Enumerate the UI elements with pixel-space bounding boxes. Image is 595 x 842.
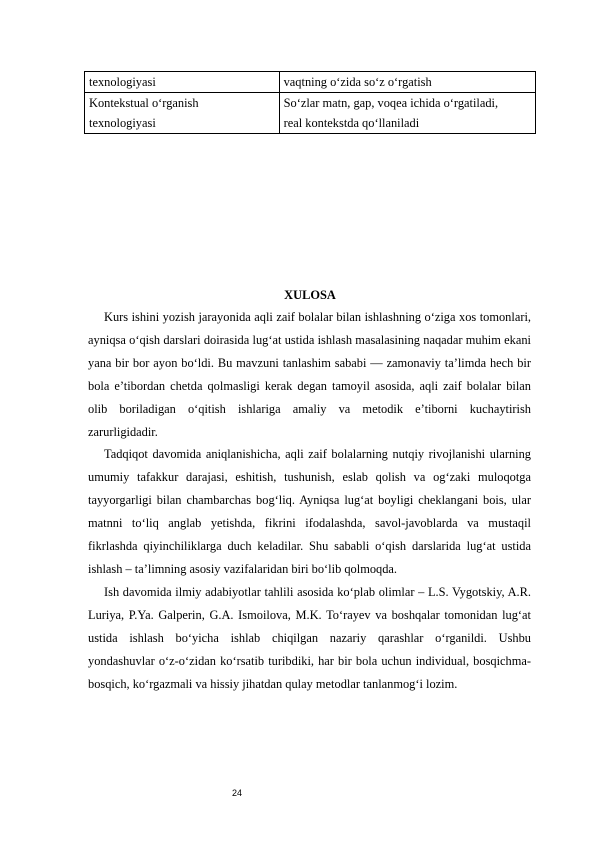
table-cell-method — [85, 72, 280, 93]
cell-line: vaqtning o‘zida so‘z o‘rgatish — [283, 75, 432, 89]
paragraph: Kurs ishini yozish jarayonida aqli zaif bolalar bilan ishlashning o‘ziga xos tomonlari, ayniqsa o‘qish darslari doirasida lug‘at ustida ishlash masalasining naqadar muhim ekani yana bir bor ayon bo‘ldi. Bu mavzuni tanlashim sababi — zamonaviy ta’limda hech bir bola e’tibordan chetda qolmasligi kerak degan tamoyil asosida, aqli zaif bolalar bilan olib boriladigan o‘qitish ishlariga amaliy va metodik e’tiborni kuchaytirish zarurligidadir. — [88, 310, 531, 439]
cell-line: texnologiyasi — [89, 75, 156, 89]
table-cell-method — [85, 93, 280, 134]
table-row — [85, 93, 536, 134]
cell-line: So‘zlar matn, gap, voqea ichida o‘rgatiladi, — [283, 96, 499, 110]
table-row — [85, 72, 536, 93]
paragraph: Tadqiqot davomida aniqlanishicha, aqli zaif bolalarning nutqiy rivojlanishi ularning umumiy tafakkur darajasi, eshitish, tushunish, eslab qolish va og‘zaki muloqotga tayyorgarligi bilan chambarchas bog‘liq. Ayniqsa lug‘at boyligi cheklangani bois, ular matnni to‘liq anglab yetishda, fikrini ifodalashda, savol-javoblarda va mustaqil fikrlashda qiyinchiliklarga duch keladilar. Shu sababli o‘qish darslarida lug‘at ustida ishlash – ta’limning asosiy vazifalaridan biri bo‘lib qolmoqda. — [88, 447, 531, 576]
cell-line: Kontekstual o‘rganish — [89, 96, 199, 110]
methods-table — [84, 71, 536, 134]
paragraph: Ish davomida ilmiy adabiyotlar tahlili asosida ko‘plab olimlar – L.S. Vygotskiy, A.R. Luriya, P.Ya. Galperin, G.A. Ismoilova, M.K. To‘rayev va boshqalar tomonidan lug‘at ustida ishlash bo‘yicha ishlab chiqilgan nazariy qarashlar o‘rganildi. Ushbu yondashuvlar o‘z-o‘zidan ko‘rsatib turibdiki, har bir bola uchun individual, bosqichma-bosqich, ko‘rgazmali va hissiy jihatdan qulay metodlar tanlanmog‘i lozim. — [88, 584, 531, 691]
cell-line: texnologiyasi — [89, 116, 156, 130]
cell-line: real kontekstda qo‘llaniladi — [283, 116, 420, 130]
section-heading: XULOSA — [284, 288, 336, 302]
page-number: 24 — [232, 788, 243, 798]
table-cell-description — [279, 93, 535, 134]
section-body — [88, 306, 531, 695]
table-cell-description — [279, 72, 535, 93]
